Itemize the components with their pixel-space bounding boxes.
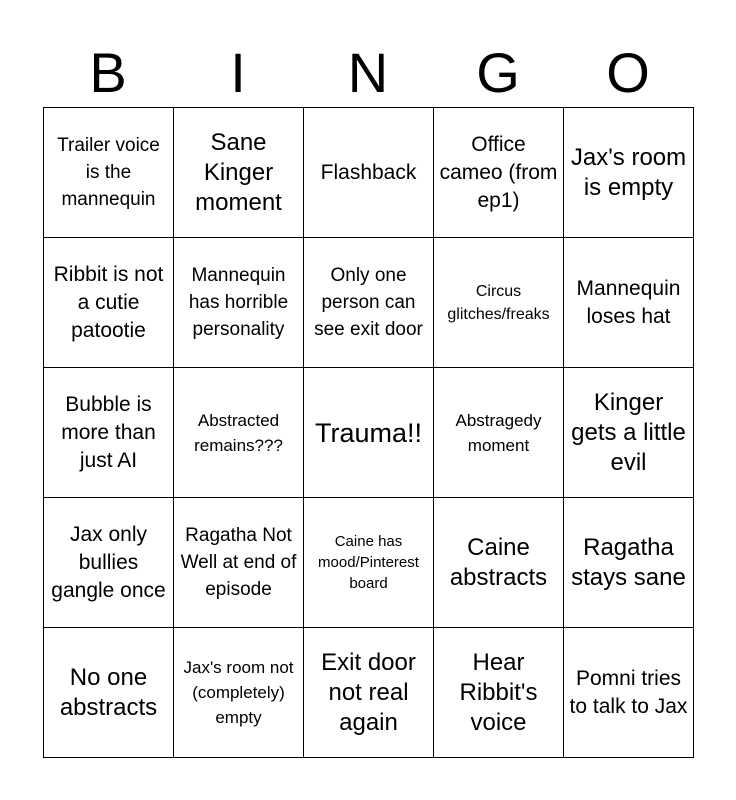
header-letter-b: B bbox=[89, 41, 127, 104]
bingo-header bbox=[43, 40, 693, 106]
bingo-cell[interactable]: Abstracted remains??? bbox=[174, 368, 304, 498]
bingo-cell[interactable]: Trailer voice is the mannequin bbox=[44, 108, 174, 238]
bingo-cell[interactable]: No one abstracts bbox=[44, 628, 174, 758]
bingo-cell[interactable]: Jax's room is empty bbox=[564, 108, 694, 238]
header-letter-g: G bbox=[476, 41, 520, 104]
bingo-grid bbox=[43, 107, 694, 758]
bingo-cell[interactable]: Exit door not real again bbox=[304, 628, 434, 758]
bingo-cell[interactable]: Mannequin loses hat bbox=[564, 238, 694, 368]
bingo-cell[interactable]: Ragatha Not Well at end of episode bbox=[174, 498, 304, 628]
bingo-cell[interactable]: Ribbit is not a cutie patootie bbox=[44, 238, 174, 368]
bingo-cell[interactable]: Mannequin has horrible personality bbox=[174, 238, 304, 368]
header-letter-n: N bbox=[347, 41, 389, 104]
bingo-cell[interactable]: Kinger gets a little evil bbox=[564, 368, 694, 498]
bingo-cell[interactable]: Caine has mood/Pinterest board bbox=[304, 498, 434, 628]
bingo-cell[interactable]: Jax's room not (completely) empty bbox=[174, 628, 304, 758]
bingo-cell[interactable]: Flashback bbox=[304, 108, 434, 238]
bingo-cell[interactable]: Pomni tries to talk to Jax bbox=[564, 628, 694, 758]
header-letter-i: I bbox=[230, 41, 246, 104]
bingo-cell[interactable]: Only one person can see exit door bbox=[304, 238, 434, 368]
bingo-cell[interactable]: Ragatha stays sane bbox=[564, 498, 694, 628]
bingo-cell[interactable]: Bubble is more than just AI bbox=[44, 368, 174, 498]
header-letter-o: O bbox=[606, 41, 650, 104]
bingo-cell[interactable]: Abstragedy moment bbox=[434, 368, 564, 498]
bingo-cell[interactable]: Sane Kinger moment bbox=[174, 108, 304, 238]
bingo-cell[interactable]: Jax only bullies gangle once bbox=[44, 498, 174, 628]
bingo-cell[interactable]: Hear Ribbit's voice bbox=[434, 628, 564, 758]
bingo-cell[interactable]: Caine abstracts bbox=[434, 498, 564, 628]
bingo-cell[interactable]: Office cameo (from ep1) bbox=[434, 108, 564, 238]
bingo-cell[interactable]: Trauma!! bbox=[304, 368, 434, 498]
bingo-cell[interactable]: Circus glitches/freaks bbox=[434, 238, 564, 368]
